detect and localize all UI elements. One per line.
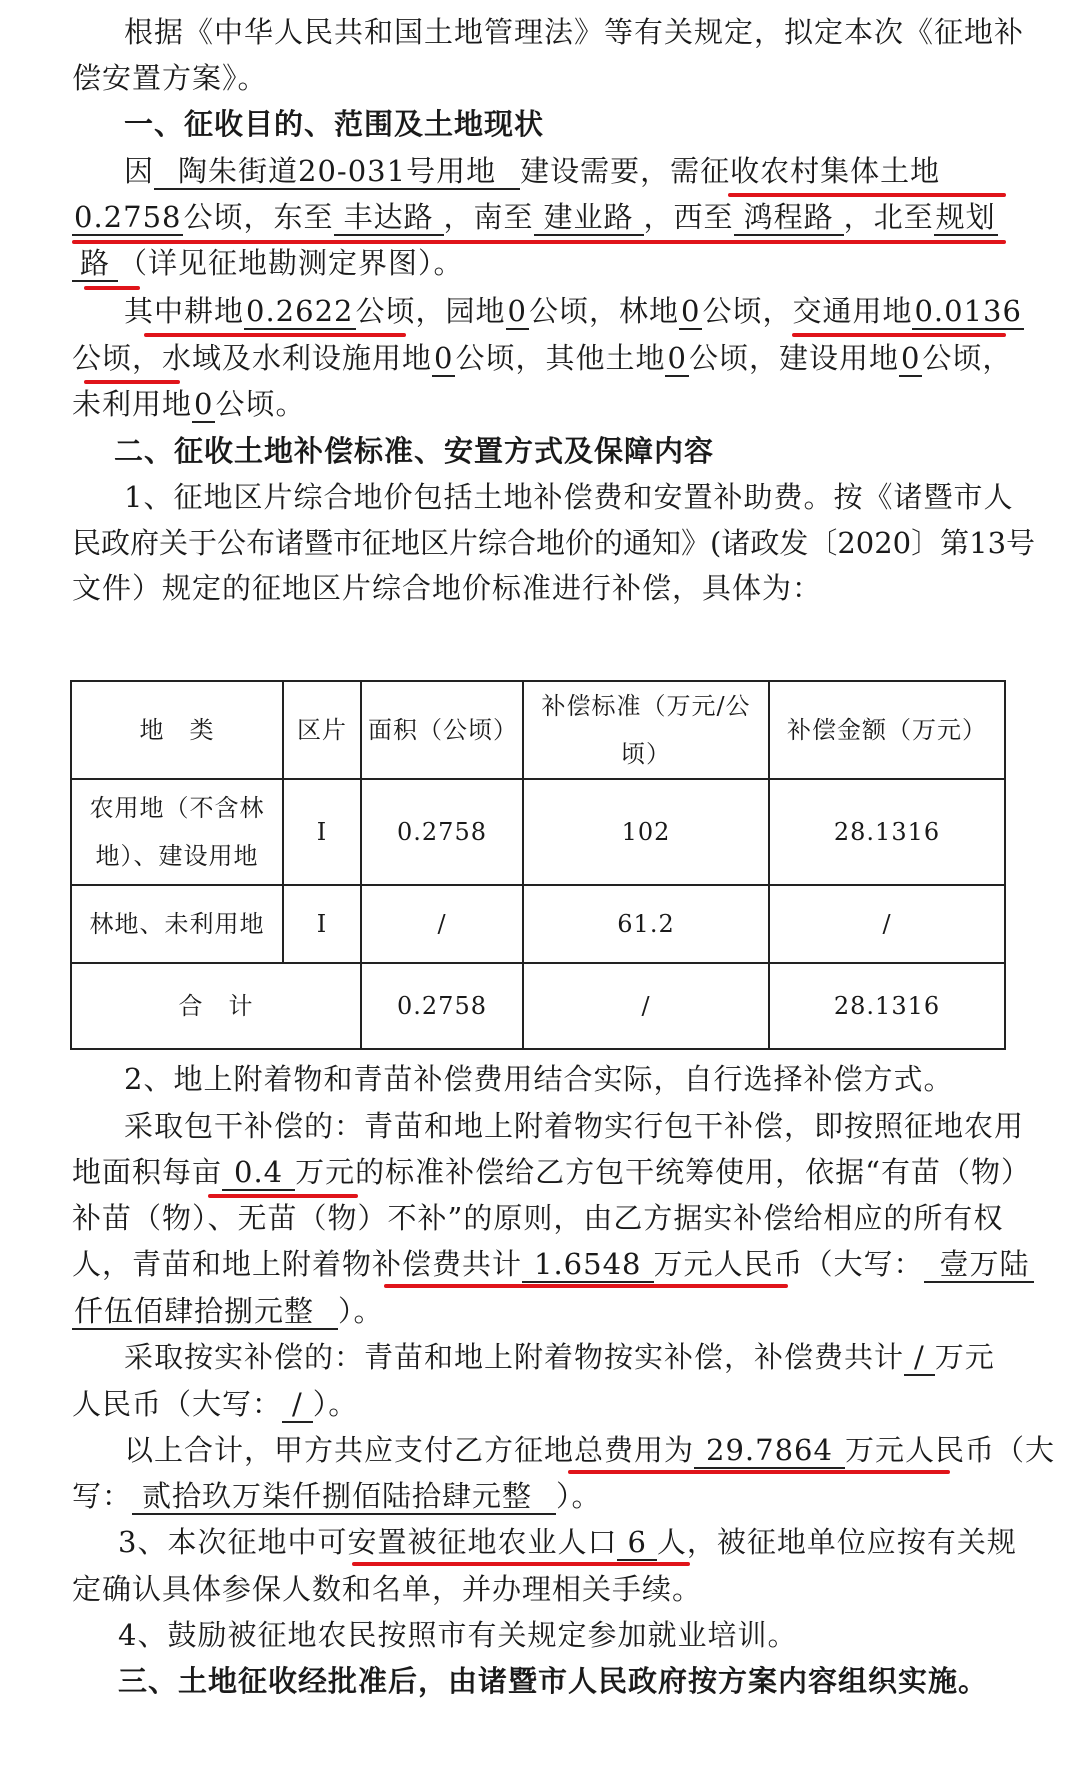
paragraph-lumpsum-line1: 采取包干补偿的：青苗和地上附着物实行包干补偿，即按照征地农用 xyxy=(124,1109,1025,1143)
table-header-land-type: 地 类 xyxy=(71,681,283,779)
paragraph-training: 4、鼓励被征地农民按照市有关规定参加就业培训。 xyxy=(118,1618,798,1652)
paragraph-scope-line2: 0.2758公顷，东至 丰达路 ，南至 建业路 ，西至 鸿程路 ，北至规划 xyxy=(74,200,996,234)
paragraph-standard-line3: 文件）规定的征地区片综合地价标准进行补偿，具体为： xyxy=(72,571,823,605)
paragraph-lumpsum-line3: 补苗（物）、无苗（物）不补”的原则，由乙方据实补偿给相应的所有权 xyxy=(72,1201,1004,1235)
paragraph-total-line2: 写： 贰拾玖万柒仟捌佰陆拾肆元整 ）。 xyxy=(72,1479,602,1513)
red-underline-annotation xyxy=(384,1284,788,1288)
table-cell-standard: 61.2 xyxy=(523,885,769,963)
red-underline-annotation xyxy=(792,333,1006,337)
table-row xyxy=(71,885,1005,963)
paragraph-lumpsum-line4: 人，青苗和地上附着物补偿费共计 1.6548 万元人民币（大写： 壹万陆 xyxy=(72,1246,1034,1282)
table-cell-total-standard: / xyxy=(523,963,769,1049)
table-cell-total-label: 合 计 xyxy=(71,963,361,1049)
table-total-row xyxy=(71,963,1005,1049)
table-cell-standard: 102 xyxy=(523,779,769,885)
paragraph-lumpsum-line2: 地面积每亩 0.4 万元的标准补偿给乙方包干统筹使用，依据“有苗（物） xyxy=(72,1155,1031,1189)
table-cell-zone: I xyxy=(283,779,361,885)
paragraph-landuse-line1: 其中耕地0.2622公顷，园地0公顷，林地0公顷，交通用地0.0136 xyxy=(124,294,1022,328)
red-underline-annotation xyxy=(72,240,1006,244)
paragraph-landuse-line2: 公顷，水域及水利设施用地0公顷，其他土地0公顷，建设用地0公顷， xyxy=(72,341,1013,375)
red-underline-annotation xyxy=(144,333,406,337)
table-header-zone: 区片 xyxy=(283,681,361,779)
red-underline-annotation xyxy=(568,1470,950,1474)
table-cell-area: / xyxy=(361,885,523,963)
paragraph-resettle-line2: 定确认具体参保人数和名单，并办理相关手续。 xyxy=(72,1572,703,1606)
section-heading-2: 二、征收土地补偿标准、安置方式及保障内容 xyxy=(114,434,715,468)
paragraph-scope-line3: 路 （详见征地勘测定界图）。 xyxy=(72,245,464,281)
table-cell-area: 0.2758 xyxy=(361,779,523,885)
table-cell-total-amount: 28.1316 xyxy=(769,963,1005,1049)
section-heading-3: 三、土地征收经批准后，由诸暨市人民政府按方案内容组织实施。 xyxy=(118,1664,989,1698)
red-underline-annotation xyxy=(84,286,140,290)
paragraph-standard-line1: 1、征地区片综合地价包括土地补偿费和安置补助费。按《诸暨市人 xyxy=(124,480,1014,514)
paragraph-actual-line1: 采取按实补偿的：青苗和地上附着物按实补偿，补偿费共计 / 万元 xyxy=(124,1340,995,1374)
table-header-amount: 补偿金额（万元） xyxy=(769,681,1005,779)
table-cell-land-type: 林地、未利用地 xyxy=(71,885,283,963)
table-cell-total-area: 0.2758 xyxy=(361,963,523,1049)
paragraph-intro-line2: 偿安置方案》。 xyxy=(72,61,268,95)
paragraph-landuse-line3: 未利用地0公顷。 xyxy=(72,387,306,421)
paragraph-attachments: 2、地上附着物和青苗补偿费用结合实际，自行选择补偿方式。 xyxy=(124,1062,954,1096)
table-cell-amount: / xyxy=(769,885,1005,963)
red-underline-annotation xyxy=(352,1562,690,1566)
table-header-standard: 补偿标准（万元/公顷） xyxy=(523,681,769,779)
table-cell-amount: 28.1316 xyxy=(769,779,1005,885)
compensation-table xyxy=(70,680,1006,1050)
paragraph-resettle-line1: 3、本次征地中可安置被征地农业人口 6 人，被征地单位应按有关规 xyxy=(118,1525,1017,1559)
table-row xyxy=(71,779,1005,885)
paragraph-intro-line1: 根据《中华人民共和国土地管理法》等有关规定，拟定本次《征地补 xyxy=(124,15,1025,49)
table-cell-zone: I xyxy=(283,885,361,963)
red-underline-annotation xyxy=(208,1194,358,1198)
paragraph-standard-line2: 民政府关于公布诸暨市征地区片综合地价的通知》(诸政发〔2020〕第13号 xyxy=(72,526,1036,560)
table-cell-land-type: 农用地（不含林地）、建设用地 xyxy=(71,779,283,885)
red-underline-annotation xyxy=(84,380,180,384)
paragraph-actual-line2: 人民币（大写： / ）。 xyxy=(72,1387,359,1421)
red-underline-annotation xyxy=(728,193,1006,197)
paragraph-scope-line1: 因 陶朱街道20-031号用地 建设需要，需征收农村集体土地 xyxy=(124,154,941,188)
section-heading-1: 一、征收目的、范围及土地现状 xyxy=(124,107,545,141)
paragraph-total-line1: 以上合计，甲方共应支付乙方征地总费用为 29.7864 万元人民币（大 xyxy=(124,1433,1055,1467)
table-header-area: 面积（公顷） xyxy=(361,681,523,779)
paragraph-lumpsum-line5: 仟伍佰肆拾捌元整 ）。 xyxy=(74,1294,384,1328)
